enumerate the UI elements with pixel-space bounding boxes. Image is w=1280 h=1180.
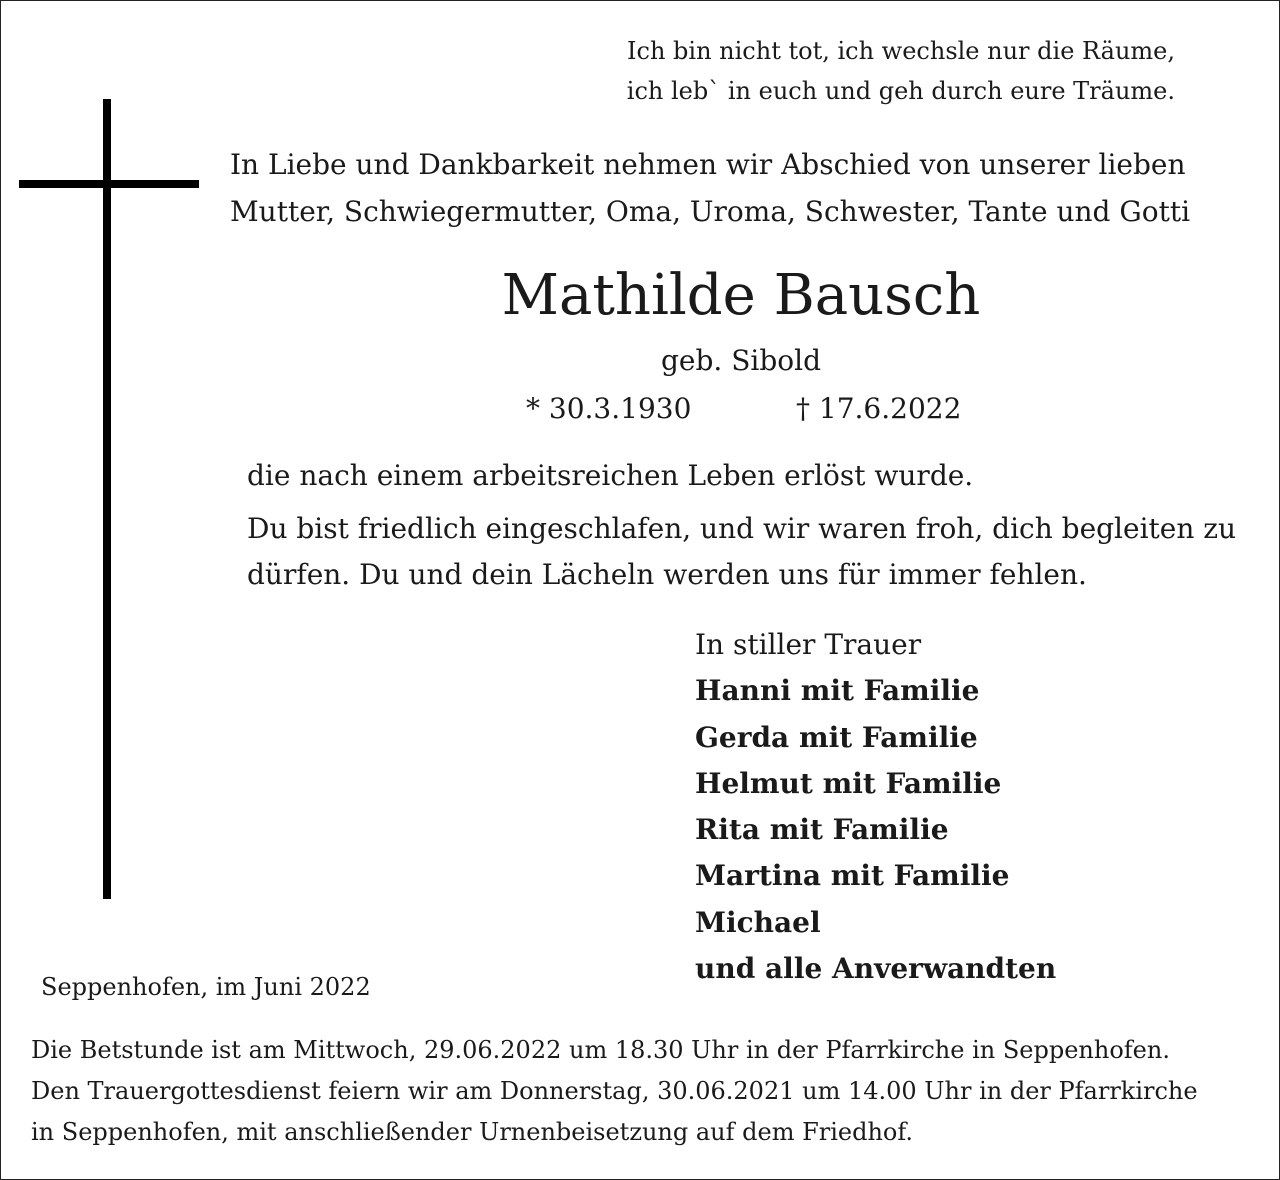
farewell-text <box>247 506 1236 598</box>
service-line: Den Trauergottesdienst feiern wir am Donnerstag, 30.06.2021 um 14.00 Uhr in der Pfarrkirche <box>31 1077 1198 1105</box>
quote-line: Ich bin nicht tot, ich wechsle nur die Räume, <box>627 37 1175 65</box>
intro-line: Mutter, Schwiegermutter, Oma, Uroma, Schwester, Tante und Gotti <box>230 195 1191 228</box>
quote-line: ich leb` in euch und geh durch eure Träume. <box>626 77 1175 105</box>
death-date: † 17.6.2022 <box>796 392 962 425</box>
quote <box>627 31 1175 111</box>
birth-date: * 30.3.1930 <box>526 392 692 425</box>
farewell-line: Du bist friedlich eingeschlafen, und wir waren froh, dich begleiten zu <box>247 512 1237 545</box>
intro-text <box>230 141 1190 235</box>
farewell-line: dürfen. Du und dein Lächeln werden uns für immer fehlen. <box>247 558 1087 591</box>
released-text: die nach einem arbeitsreichen Leben erlöst wurde. <box>247 459 974 492</box>
cross-icon <box>103 99 111 899</box>
mourner-item: Rita mit Familie <box>695 813 949 847</box>
mourner-item: Hanni mit Familie <box>695 674 980 708</box>
service-line: Die Betstunde ist am Mittwoch, 29.06.2022 um 18.30 Uhr in der Pfarrkirche in Seppenhofen. <box>31 1036 1170 1064</box>
intro-line: In Liebe und Dankbarkeit nehmen wir Abschied von unserer lieben <box>230 148 1186 181</box>
service-line: in Seppenhofen, mit anschließender Urnenbeisetzung auf dem Friedhof. <box>31 1118 914 1146</box>
mourner-item: Michael <box>695 905 821 939</box>
deceased-name: Mathilde Bausch <box>501 263 981 328</box>
cross-icon-crossbar <box>19 180 199 188</box>
mourner-item: Martina mit Familie <box>695 859 1010 893</box>
place-date: Seppenhofen, im Juni 2022 <box>41 973 371 1001</box>
mourners-heading: In stiller Trauer <box>695 628 922 661</box>
mourner-item: und alle Anverwandten <box>695 952 1057 986</box>
mourners-list <box>695 622 1056 992</box>
service-info <box>31 1030 1198 1153</box>
mourner-item: Gerda mit Familie <box>695 720 978 754</box>
mourner-item: Helmut mit Familie <box>695 766 1002 800</box>
maiden-name: geb. Sibold <box>660 344 821 377</box>
